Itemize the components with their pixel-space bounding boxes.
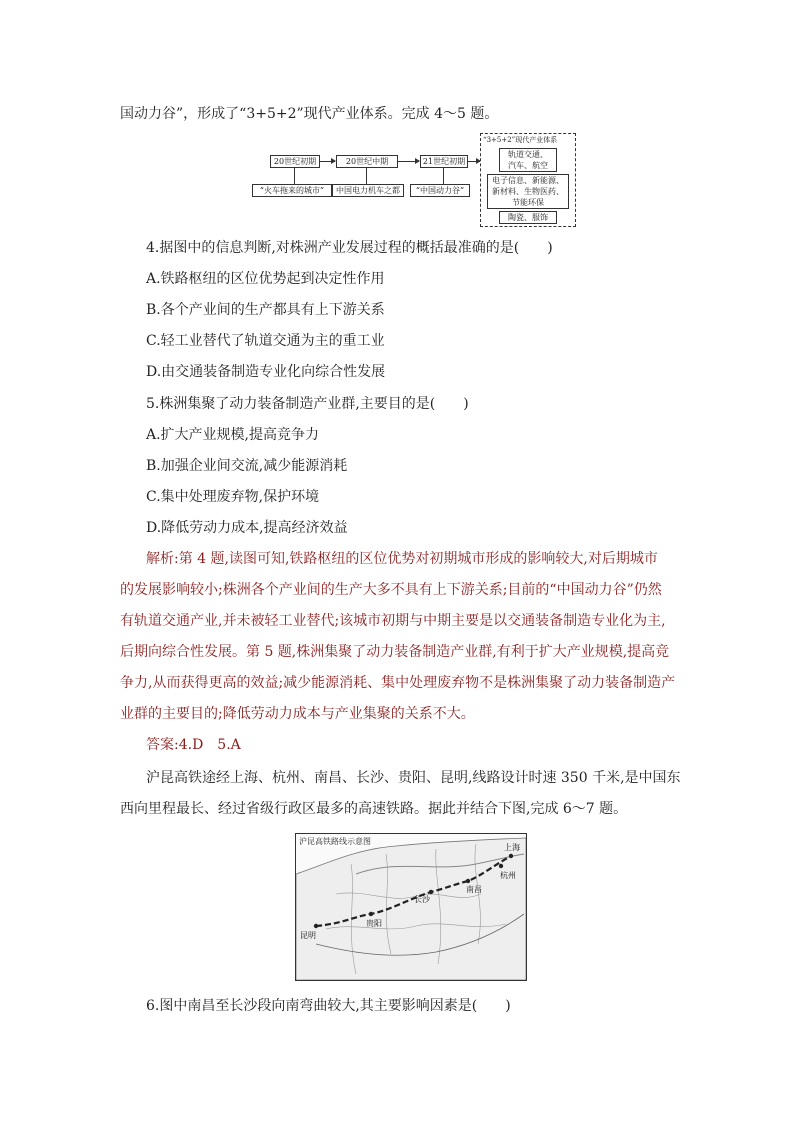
analysis-line-4: 后期向综合性发展。第 5 题,株洲集聚了动力装备制造产业群,有利于扩大产业规模,提高竞	[120, 644, 670, 660]
label-locomotive-capital: 中国电力机车之都	[332, 184, 404, 197]
arrow-1	[319, 161, 335, 162]
q4-option-d: D.由交通装备制造专业化向综合性发展	[146, 364, 386, 380]
connector-1	[294, 167, 295, 184]
q4-stem: 4.据图中的信息判断,对株洲产业发展过程的概括最准确的是( )	[146, 240, 553, 256]
q4-option-a: A.铁路枢纽的区位优势起到决定性作用	[146, 271, 385, 287]
city-shanghai: 上海	[504, 843, 520, 852]
city-nanchang: 南昌	[466, 885, 482, 894]
city-kunming: 昆明	[300, 931, 316, 940]
industry2-line1: 电子信息、新能源、	[492, 176, 564, 185]
map-drawing	[296, 834, 526, 980]
map-title: 沪昆高铁路线示意图	[299, 837, 371, 846]
analysis-line-3: 有轨道交通产业,并未被轻工业替代;该城市初期与中期主要是以交通装备制造专业化为主,	[120, 613, 666, 629]
stage-early-21st: 21世纪初期	[420, 155, 468, 168]
label-power-valley: “中国动力谷”	[410, 184, 470, 197]
q6-stem: 6.图中南昌至长沙段向南弯曲较大,其主要影响因素是( )	[146, 998, 511, 1014]
analysis-line-6: 业群的主要目的;降低劳动力成本与产业集聚的关系不大。	[120, 706, 475, 722]
analysis-line-5: 争力,从而获得更高的效益;减少能源消耗、集中处理废弃物不是株洲集聚了动力装备制造产	[120, 675, 676, 691]
intro-text: 国动力谷”，形成了“3+5+2”现代产业体系。完成 4～5 题。	[120, 106, 499, 122]
connector-3	[443, 167, 444, 184]
stage-early-20th: 20世纪初期	[270, 155, 320, 168]
city-hangzhou: 杭州	[500, 871, 516, 880]
q5-option-d: D.降低劳动力成本,提高经济效益	[146, 520, 348, 536]
q4-option-b: B.各个产业间的生产都具有上下游关系	[146, 302, 385, 318]
q5-option-c: C.集中处理废弃物,保护环境	[146, 489, 320, 505]
passage2-line-2: 西向里程最长、经过省级行政区最多的高速铁路。据此并结合下图,完成 6～7 题。	[120, 801, 628, 817]
arrow-3	[467, 161, 480, 162]
q5-option-b: B.加强企业间交流,减少能源消耗	[146, 458, 348, 474]
analysis-line-2: 的发展影响较小;株洲各个产业间的生产大多不具有上下游关系;目前的“中国动力谷”仍然	[120, 582, 662, 598]
label-train-city: “火车拖来的城市”	[252, 184, 332, 197]
railway-route-map	[295, 833, 527, 981]
city-guiyang: 贵阳	[366, 919, 382, 928]
industry-development-diagram	[248, 133, 578, 227]
panel-title: “3+5+2”现代产业体系	[483, 136, 558, 144]
industry1-line1: 轨道交通、	[508, 150, 548, 159]
analysis-line-1: 解析:第 4 题,读图可知,铁路枢纽的区位优势对初期城市形成的影响较大,对后期城市	[146, 551, 658, 567]
q5-option-a: A.扩大产业规模,提高竞争力	[146, 427, 320, 443]
industry-system-panel	[480, 133, 576, 227]
connector-2	[366, 167, 367, 184]
q4-option-c: C.轻工业替代了轨道交通为主的重工业	[146, 333, 385, 349]
industry-group-3	[499, 148, 557, 172]
industry-group-2: 陶瓷、服饰	[499, 211, 557, 224]
industry1-line2: 汽车、航空	[508, 161, 548, 170]
industry-group-5	[487, 174, 569, 209]
arrow-2	[397, 161, 419, 162]
answer-text: 答案:4.D 5.A	[146, 737, 241, 753]
industry2-line3: 节能环保	[512, 198, 544, 207]
passage2-line-1: 沪昆高铁途经上海、杭州、南昌、长沙、贵阳、昆明,线路设计时速 350 千米,是中国东	[146, 770, 681, 786]
q5-stem: 5.株洲集聚了动力装备制造产业群,主要目的是( )	[146, 396, 469, 412]
city-changsha: 长沙	[414, 895, 430, 904]
stage-mid-20th: 20世纪中期	[336, 155, 398, 168]
industry2-line2: 新材料、生物医药、	[492, 187, 564, 196]
